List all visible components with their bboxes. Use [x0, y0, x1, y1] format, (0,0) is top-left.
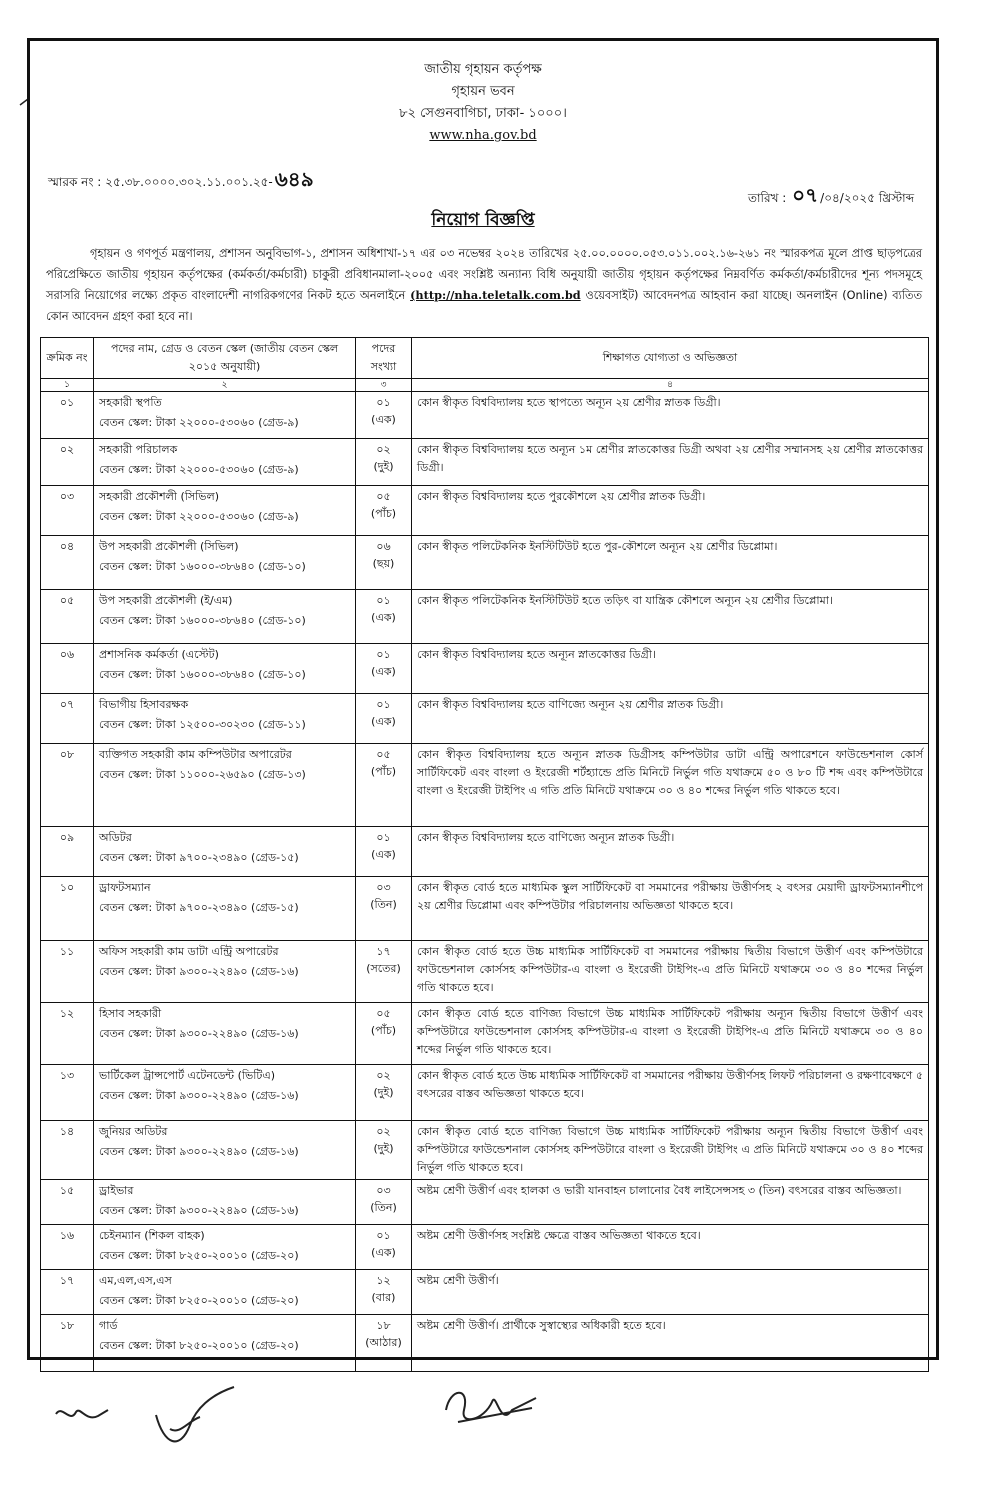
post-name: সহকারী পরিচালক: [99, 443, 178, 456]
post-name: ভার্টিকেল ট্রান্সপোর্ট এটেনডেন্ট (ভিটিএ): [99, 1069, 276, 1082]
table-row: [41, 827, 929, 877]
intro-text: গৃহায়ন ও গণপূর্ত মন্ত্রণালয়, প্রশাসন অনুবিভাগ-১, প্রশাসন অধিশাখা-১৭ এর ০৩ নভেম্বর ২০২৪ তারিখের ২৫.০০.০০০০.০৫৩.০১১.০০২.১৬-২৬১ নং স্মারকপত্র মূলে প্রাপ্ত ছাড়পত্রের পরিপ্রেক্ষিতে জাতীয় গৃহায়ন কর্তৃপক্ষের (কর্মকর্তা/কর্মচারী) চাকুরী প্রবিধানমালা-২০০৫ এবং সংশ্লিষ্ট অন্যান্য বিধি অনুযায়ী জাতীয় গৃহায়ন কর্তৃপক্ষের নিম্নবর্ণিত কর্মকর্তা/কর্মচারীদের শূন্য পদসমূহে সরাসরি নিয়োগের লক্ষ্যে প্রকৃত বাংলাদেশী নাগরিকগণের নিকট হতে অনলাইনে: [46, 247, 922, 302]
post-count: ০১: [376, 831, 391, 844]
pay-scale: বেতন স্কেল: টাকা ৯৩০০-২২৪৯০ (গ্রেড-১৬): [99, 1204, 299, 1217]
header-qualification: শিক্ষাগত যোগ্যতা ও অভিজ্ঞতা: [412, 338, 929, 379]
row-serial: ১৫: [41, 1180, 94, 1225]
post-name: এম,এল,এস,এস: [99, 1274, 172, 1287]
date-rest: /০৪/২০২৫ খ্রিস্টাব্দ: [820, 191, 914, 205]
post-name: উপ সহকারী প্রকৌশলী (ই/এম): [99, 594, 233, 607]
row-post: [94, 1225, 356, 1270]
row-count: [356, 1003, 412, 1065]
row-count: [356, 1315, 412, 1372]
row-qualification: কোন স্বীকৃত পলিটেকনিক ইনস্টিটিউট হতে পুর-কৌশলে অন্যূন ২য় শ্রেণীর ডিপ্লোমা।: [412, 536, 929, 590]
row-post: [94, 536, 356, 590]
table-row: [41, 392, 929, 439]
row-serial: ১৪: [41, 1121, 94, 1180]
row-post: [94, 439, 356, 486]
post-count: ০৫: [376, 748, 391, 761]
row-post: [94, 590, 356, 644]
row-serial: ০১: [41, 392, 94, 439]
row-count: [356, 1065, 412, 1121]
table-row: [41, 1065, 929, 1121]
row-count: [356, 744, 412, 827]
post-count: ০৫: [376, 490, 391, 503]
post-name: প্রশাসনিক কর্মকর্তা (এস্টেট): [99, 648, 219, 661]
table-header-row: [41, 338, 929, 379]
table-row: [41, 1121, 929, 1180]
post-name: সহকারী প্রকৌশলী (সিভিল): [99, 490, 219, 503]
post-count: ১২: [376, 1274, 391, 1287]
table-row: [41, 644, 929, 694]
row-post: [94, 1180, 356, 1225]
post-count: ০১: [376, 698, 391, 711]
post-count-words: (এক): [371, 611, 396, 624]
row-count: [356, 590, 412, 644]
post-count-words: (এক): [371, 715, 396, 728]
org-name: জাতীয় গৃহায়ন কর্তৃপক্ষ: [424, 62, 542, 77]
row-qualification: অষ্টম শ্রেণী উত্তীর্ণসহ সংশ্লিষ্ট ক্ষেত্রে বাস্তব অভিজ্ঞতা থাকতে হবে।: [412, 1225, 929, 1270]
post-count-words: (এক): [371, 848, 396, 861]
row-count: [356, 486, 412, 536]
application-link[interactable]: (http://nha.teletalk.com.bd: [410, 288, 581, 302]
post-count-words: (ছয়): [372, 557, 395, 570]
row-qualification: অষ্টম শ্রেণী উত্তীর্ণ। প্রার্থীকে সুস্বাস্থ্যের অধিকারী হতে হবে।: [412, 1315, 929, 1372]
signature-3: [440, 1380, 540, 1435]
post-name: অফিস সহকারী কাম ডাটা এন্ট্রি অপারেটর: [99, 945, 279, 958]
row-qualification: কোন স্বীকৃত বিশ্ববিদ্যালয় হতে অন্যূন স্নাতকোত্তর ডিগ্রী।: [412, 644, 929, 694]
post-name: অডিটর: [99, 831, 132, 844]
row-count: [356, 392, 412, 439]
row-post: [94, 1065, 356, 1121]
memo-number: [48, 165, 314, 198]
building-name: গৃহায়ন ভবন: [451, 84, 515, 99]
post-count-words: (দুই): [373, 1142, 394, 1155]
col-number: ১: [41, 379, 94, 392]
row-qualification: কোন স্বীকৃত বোর্ড হতে উচ্চ মাধ্যমিক সার্টিফিকেট বা সমমানের পরীক্ষায় দ্বিতীয় বিভাগে উত্তীর্ণ এবং কম্পিউটারে ফাউন্ডেশনাল কোর্সসহ কম্পিউটার-এ বাংলা ও ইংরেজী টাইপিং-এ প্রতি মিনিটে যথাক্রমে ৩০ ও ৪০ শব্দের নির্ভুল গতি থাকতে হবে।: [412, 941, 929, 1003]
table-row: [41, 536, 929, 590]
row-count: [356, 439, 412, 486]
row-serial: ১২: [41, 1003, 94, 1065]
posts-table: [40, 337, 929, 1372]
post-count-words: (এক): [371, 1246, 396, 1259]
pay-scale: বেতন স্কেল: টাকা ৮২৫০-২০০১০ (গ্রেড-২০): [99, 1294, 299, 1307]
row-qualification: কোন স্বীকৃত বোর্ড হতে বাণিজ্য বিভাগে উচ্চ মাধ্যমিক সার্টিফিকেট পরীক্ষায় অন্যূন দ্বিতীয় বিভাগে উত্তীর্ণ এবং কম্পিউটারে ফাউন্ডেশনাল কোর্সসহ কম্পিউটারে বাংলা ও ইংরেজী টাইপিং এ প্রতি মিনিটে যথাক্রমে ৩০ ও ৪০ শব্দের নির্ভুল গতি থাকতে হবে।: [412, 1121, 929, 1180]
row-post: [94, 694, 356, 744]
post-count-words: (দুই): [373, 1086, 394, 1099]
post-count-words: (সতের): [366, 962, 401, 975]
row-post: [94, 1121, 356, 1180]
row-post: [94, 392, 356, 439]
table-row: [41, 1315, 929, 1372]
intro-tail: ওয়েবসাইট) আবেদনপত্র আহবান করা যাচ্ছে। অনলাইন (Online) ব্যতিত কোন আবেদন গ্রহণ করা হবে না।: [46, 289, 923, 323]
row-count: [356, 644, 412, 694]
table-row: [41, 486, 929, 536]
row-qualification: কোন স্বীকৃত বিশ্ববিদ্যালয় হতে অন্যূন স্নাতক ডিগ্রীসহ কম্পিউটার ডাটা এন্ট্রি অপারেশনে ফাউন্ডেশনাল কোর্স সার্টিফিকেট এবং বাংলা ও ইংরেজী শর্টহ্যান্ডে প্রতি মিনিটে নির্ভুল গতি যথাক্রমে ৫০ ও ৮০ টি শব্দ এবং কম্পিউটারে বাংলা ও ইংরেজী টাইপিং এ গতি প্রতি মিনিটে যথাক্রমে ৩০ ও ৪০ শব্দের নির্ভুল গতি থাকতে হবে।: [412, 744, 929, 827]
header-count: পদের সংখ্যা: [356, 338, 412, 379]
pay-scale: বেতন স্কেল: টাকা ৯৩০০-২২৪৯০ (গ্রেড-১৬): [99, 1145, 299, 1158]
memo-label: স্মারক নং : ২৫.৩৮.০০০০.৩০২.১১.০০১.২৫-: [48, 175, 273, 189]
notice-sheet: [27, 38, 939, 1360]
pay-scale: বেতন স্কেল: টাকা ২২০০০-৫৩০৬০ (গ্রেড-৯): [99, 416, 299, 429]
post-count: ০৩: [376, 881, 391, 894]
header-post: পদের নাম, গ্রেড ও বেতন স্কেল (জাতীয় বেতন স্কেল ২০১৫ অনুযায়ী): [94, 338, 356, 379]
table-row: [41, 1270, 929, 1315]
row-post: [94, 1003, 356, 1065]
row-post: [94, 644, 356, 694]
pay-scale: বেতন স্কেল: টাকা ৯৩০০-২২৪৯০ (গ্রেড-১৬): [99, 1089, 299, 1102]
post-count-words: (পাঁচ): [370, 507, 397, 520]
memo-handwritten-number: ৬৪৯: [274, 167, 314, 191]
row-count: [356, 1225, 412, 1270]
row-count: [356, 827, 412, 877]
post-count-words: (পাঁচ): [370, 1024, 397, 1037]
row-qualification: কোন স্বীকৃত বোর্ড হতে মাধ্যমিক স্কুল সার্টিফিকেট বা সমমানের পরীক্ষায় উত্তীর্ণসহ ২ বৎসর মেয়াদী ড্রাফটসম্যানশীপে ২য় শ্রেণীর ডিপ্লোমা এবং কম্পিউটার পরিচালনায় অভিজ্ঞতা থাকতে হবে।: [412, 877, 929, 941]
row-post: [94, 1315, 356, 1372]
post-count: ০২: [376, 443, 391, 456]
row-post: [94, 827, 356, 877]
post-count: ০২: [376, 1125, 391, 1138]
pay-scale: বেতন স্কেল: টাকা ১৬০০০-৩৮৬৪০ (গ্রেড-১০): [99, 668, 306, 681]
table-row: [41, 590, 929, 644]
table-row: [41, 1225, 929, 1270]
row-qualification: কোন স্বীকৃত বিশ্ববিদ্যালয় হতে পুরকৌশলে ২য় শ্রেণীর স্নাতক ডিগ্রী।: [412, 486, 929, 536]
signature-2: [150, 1385, 240, 1455]
row-qualification: অষ্টম শ্রেণী উত্তীর্ণ এবং হালকা ও ভারী যানবাহন চালানোর বৈধ লাইসেন্সসহ ৩ (তিন) বৎসরের বাস্তব অভিজ্ঞতা।: [412, 1180, 929, 1225]
post-count: ০১: [376, 1229, 391, 1242]
post-count: ০৬: [376, 540, 391, 553]
website-link[interactable]: www.nha.gov.bd: [429, 128, 537, 143]
row-qualification: কোন স্বীকৃত বোর্ড হতে বাণিজ্য বিভাগে উচ্চ মাধ্যমিক সার্টিফিকেট পরীক্ষায় অন্যূন দ্বিতীয় বিভাগে উত্তীর্ণ এবং কম্পিউটারে ফাউন্ডেশনাল কোর্সসহ কম্পিউটার-এ বাংলা ও ইংরেজী টাইপিং-এ প্রতি মিনিটে যথাক্রমে ৩০ ও ৪০ শব্দের নির্ভুল গতি থাকতে হবে।: [412, 1003, 929, 1065]
post-count-words: (বার): [371, 1291, 396, 1304]
letterhead: [30, 59, 936, 147]
date-label: তারিখ :: [748, 191, 787, 205]
post-count-words: (আঠার): [365, 1336, 402, 1349]
row-serial: ০৬: [41, 644, 94, 694]
row-post: [94, 877, 356, 941]
address: ৮২ সেগুনবাগিচা, ঢাকা- ১০০০।: [399, 106, 567, 121]
col-number: ৩: [356, 379, 412, 392]
col-number: ২: [94, 379, 356, 392]
row-qualification: কোন স্বীকৃত বিশ্ববিদ্যালয় হতে স্থাপত্যে অন্যূন ২য় শ্রেণীর স্নাতক ডিগ্রী।: [412, 392, 929, 439]
post-count: ০১: [376, 594, 391, 607]
pay-scale: বেতন স্কেল: টাকা ৯৩০০-২২৪৯০ (গ্রেড-১৬): [99, 965, 299, 978]
row-qualification: কোন স্বীকৃত বিশ্ববিদ্যালয় হতে বাণিজ্যে অন্যূন ২য় শ্রেণীর স্নাতক ডিগ্রী।: [412, 694, 929, 744]
pay-scale: বেতন স্কেল: টাকা ১৬০০০-৩৮৬৪০ (গ্রেড-১০): [99, 560, 306, 573]
row-count: [356, 1180, 412, 1225]
post-name: চেইনম্যান (শিকল বাহক): [99, 1229, 205, 1242]
table-row: [41, 1180, 929, 1225]
row-serial: ০৪: [41, 536, 94, 590]
row-serial: ১৩: [41, 1065, 94, 1121]
row-qualification: অষ্টম শ্রেণী উত্তীর্ণ।: [412, 1270, 929, 1315]
table-row: [41, 439, 929, 486]
row-serial: ০২: [41, 439, 94, 486]
table-row: [41, 694, 929, 744]
row-serial: ০৭: [41, 694, 94, 744]
row-serial: ০৫: [41, 590, 94, 644]
post-count: ০২: [376, 1069, 391, 1082]
row-post: [94, 744, 356, 827]
table-row: [41, 1003, 929, 1065]
pay-scale: বেতন স্কেল: টাকা ১১০০০-২৬৫৯০ (গ্রেড-১৩): [99, 768, 306, 781]
pay-scale: বেতন স্কেল: টাকা ৯৭০০-২৩৪৯০ (গ্রেড-১৫): [99, 901, 299, 914]
post-name: ড্রাইভার: [99, 1184, 134, 1197]
row-post: [94, 486, 356, 536]
post-count: ০১: [376, 396, 391, 409]
table-row: [41, 877, 929, 941]
pay-scale: বেতন স্কেল: টাকা ২২০০০-৫৩০৬০ (গ্রেড-৯): [99, 463, 299, 476]
pay-scale: বেতন স্কেল: টাকা ৯৭০০-২৩৪৯০ (গ্রেড-১৫): [99, 851, 299, 864]
table-row: [41, 744, 929, 827]
post-name: উপ সহকারী প্রকৌশলী (সিভিল): [99, 540, 239, 553]
row-serial: ১৬: [41, 1225, 94, 1270]
pay-scale: বেতন স্কেল: টাকা ৮২৫০-২০০১০ (গ্রেড-২০): [99, 1249, 299, 1262]
header-sl: ক্রমিক নং: [41, 338, 94, 379]
row-count: [356, 1270, 412, 1315]
post-name: গার্ড: [99, 1319, 118, 1332]
post-count: ০৩: [376, 1184, 391, 1197]
post-count: ০১: [376, 648, 391, 661]
post-name: ড্রাফটসম্যান: [99, 881, 151, 894]
table-row: [41, 941, 929, 1003]
row-serial: ১৮: [41, 1315, 94, 1372]
row-count: [356, 694, 412, 744]
post-count-words: (এক): [371, 413, 396, 426]
row-count: [356, 877, 412, 941]
column-number-row: [41, 379, 929, 392]
pay-scale: বেতন স্কেল: টাকা ৮২৫০-২০০১০ (গ্রেড-২০): [99, 1339, 299, 1352]
page-title: নিয়োগ বিজ্ঞপ্তি: [431, 210, 535, 230]
post-count: ১৭: [376, 945, 391, 958]
post-count-words: (তিন): [370, 1201, 397, 1214]
post-count-words: (এক): [371, 665, 396, 678]
row-serial: ০৮: [41, 744, 94, 827]
post-name: হিসাব সহকারী: [99, 1007, 162, 1020]
post-count: ১৮: [376, 1319, 391, 1332]
pay-scale: বেতন স্কেল: টাকা ১২৫০০-৩০২৩০ (গ্রেড-১১): [99, 718, 306, 731]
row-serial: ১০: [41, 877, 94, 941]
row-qualification: কোন স্বীকৃত বিশ্ববিদ্যালয় হতে বাণিজ্যে অন্যূন স্নাতক ডিগ্রী।: [412, 827, 929, 877]
row-serial: ১৭: [41, 1270, 94, 1315]
row-qualification: কোন স্বীকৃত পলিটেকনিক ইনস্টিটিউট হতে তড়িৎ বা যান্ত্রিক কৌশলে অন্যূন ২য় শ্রেণীর ডিপ্লোমা।: [412, 590, 929, 644]
row-qualification: কোন স্বীকৃত বিশ্ববিদ্যালয় হতে অন্যূন ১ম শ্রেণীর স্নাতকোত্তর ডিগ্রী অথবা ২য় শ্রেণীর সম্মানসহ ২য় শ্রেণীর স্নাতকোত্তর ডিগ্রী।: [412, 439, 929, 486]
row-qualification: কোন স্বীকৃত বোর্ড হতে উচ্চ মাধ্যমিক সার্টিফিকেট বা সমমানের পরীক্ষায় উত্তীর্ণসহ লিফট পরিচালনা ও রক্ষণাবেক্ষণে ৫ বৎসরের বাস্তব অভিজ্ঞতা থাকতে হবে।: [412, 1065, 929, 1121]
row-serial: ০৯: [41, 827, 94, 877]
post-name: ব্যক্তিগত সহকারী কাম কম্পিউটার অপারেটর: [99, 748, 292, 761]
pay-scale: বেতন স্কেল: টাকা ১৬০০০-৩৮৬৪০ (গ্রেড-১০): [99, 614, 306, 627]
row-post: [94, 1270, 356, 1315]
pay-scale: বেতন স্কেল: টাকা ৯৩০০-২২৪৯০ (গ্রেড-১৬): [99, 1027, 299, 1040]
row-count: [356, 1121, 412, 1180]
col-number: ৪: [412, 379, 929, 392]
post-name: জুনিয়র অডিটর: [99, 1125, 168, 1138]
signature-1: [52, 1400, 112, 1430]
row-count: [356, 941, 412, 1003]
row-count: [356, 536, 412, 590]
post-count-words: (পাঁচ): [370, 765, 397, 778]
intro-paragraph: [46, 243, 922, 327]
post-name: বিভাগীয় হিসাবরক্ষক: [99, 698, 189, 711]
post-count-words: (দুই): [373, 460, 394, 473]
pay-scale: বেতন স্কেল: টাকা ২২০০০-৫৩০৬০ (গ্রেড-৯): [99, 510, 299, 523]
row-serial: ০৩: [41, 486, 94, 536]
post-count: ০৫: [376, 1007, 391, 1020]
post-name: সহকারী স্থপতি: [99, 396, 162, 409]
post-count-words: (তিন): [370, 898, 397, 911]
date-day: ০৭: [792, 183, 819, 207]
row-post: [94, 941, 356, 1003]
row-serial: ১১: [41, 941, 94, 1003]
